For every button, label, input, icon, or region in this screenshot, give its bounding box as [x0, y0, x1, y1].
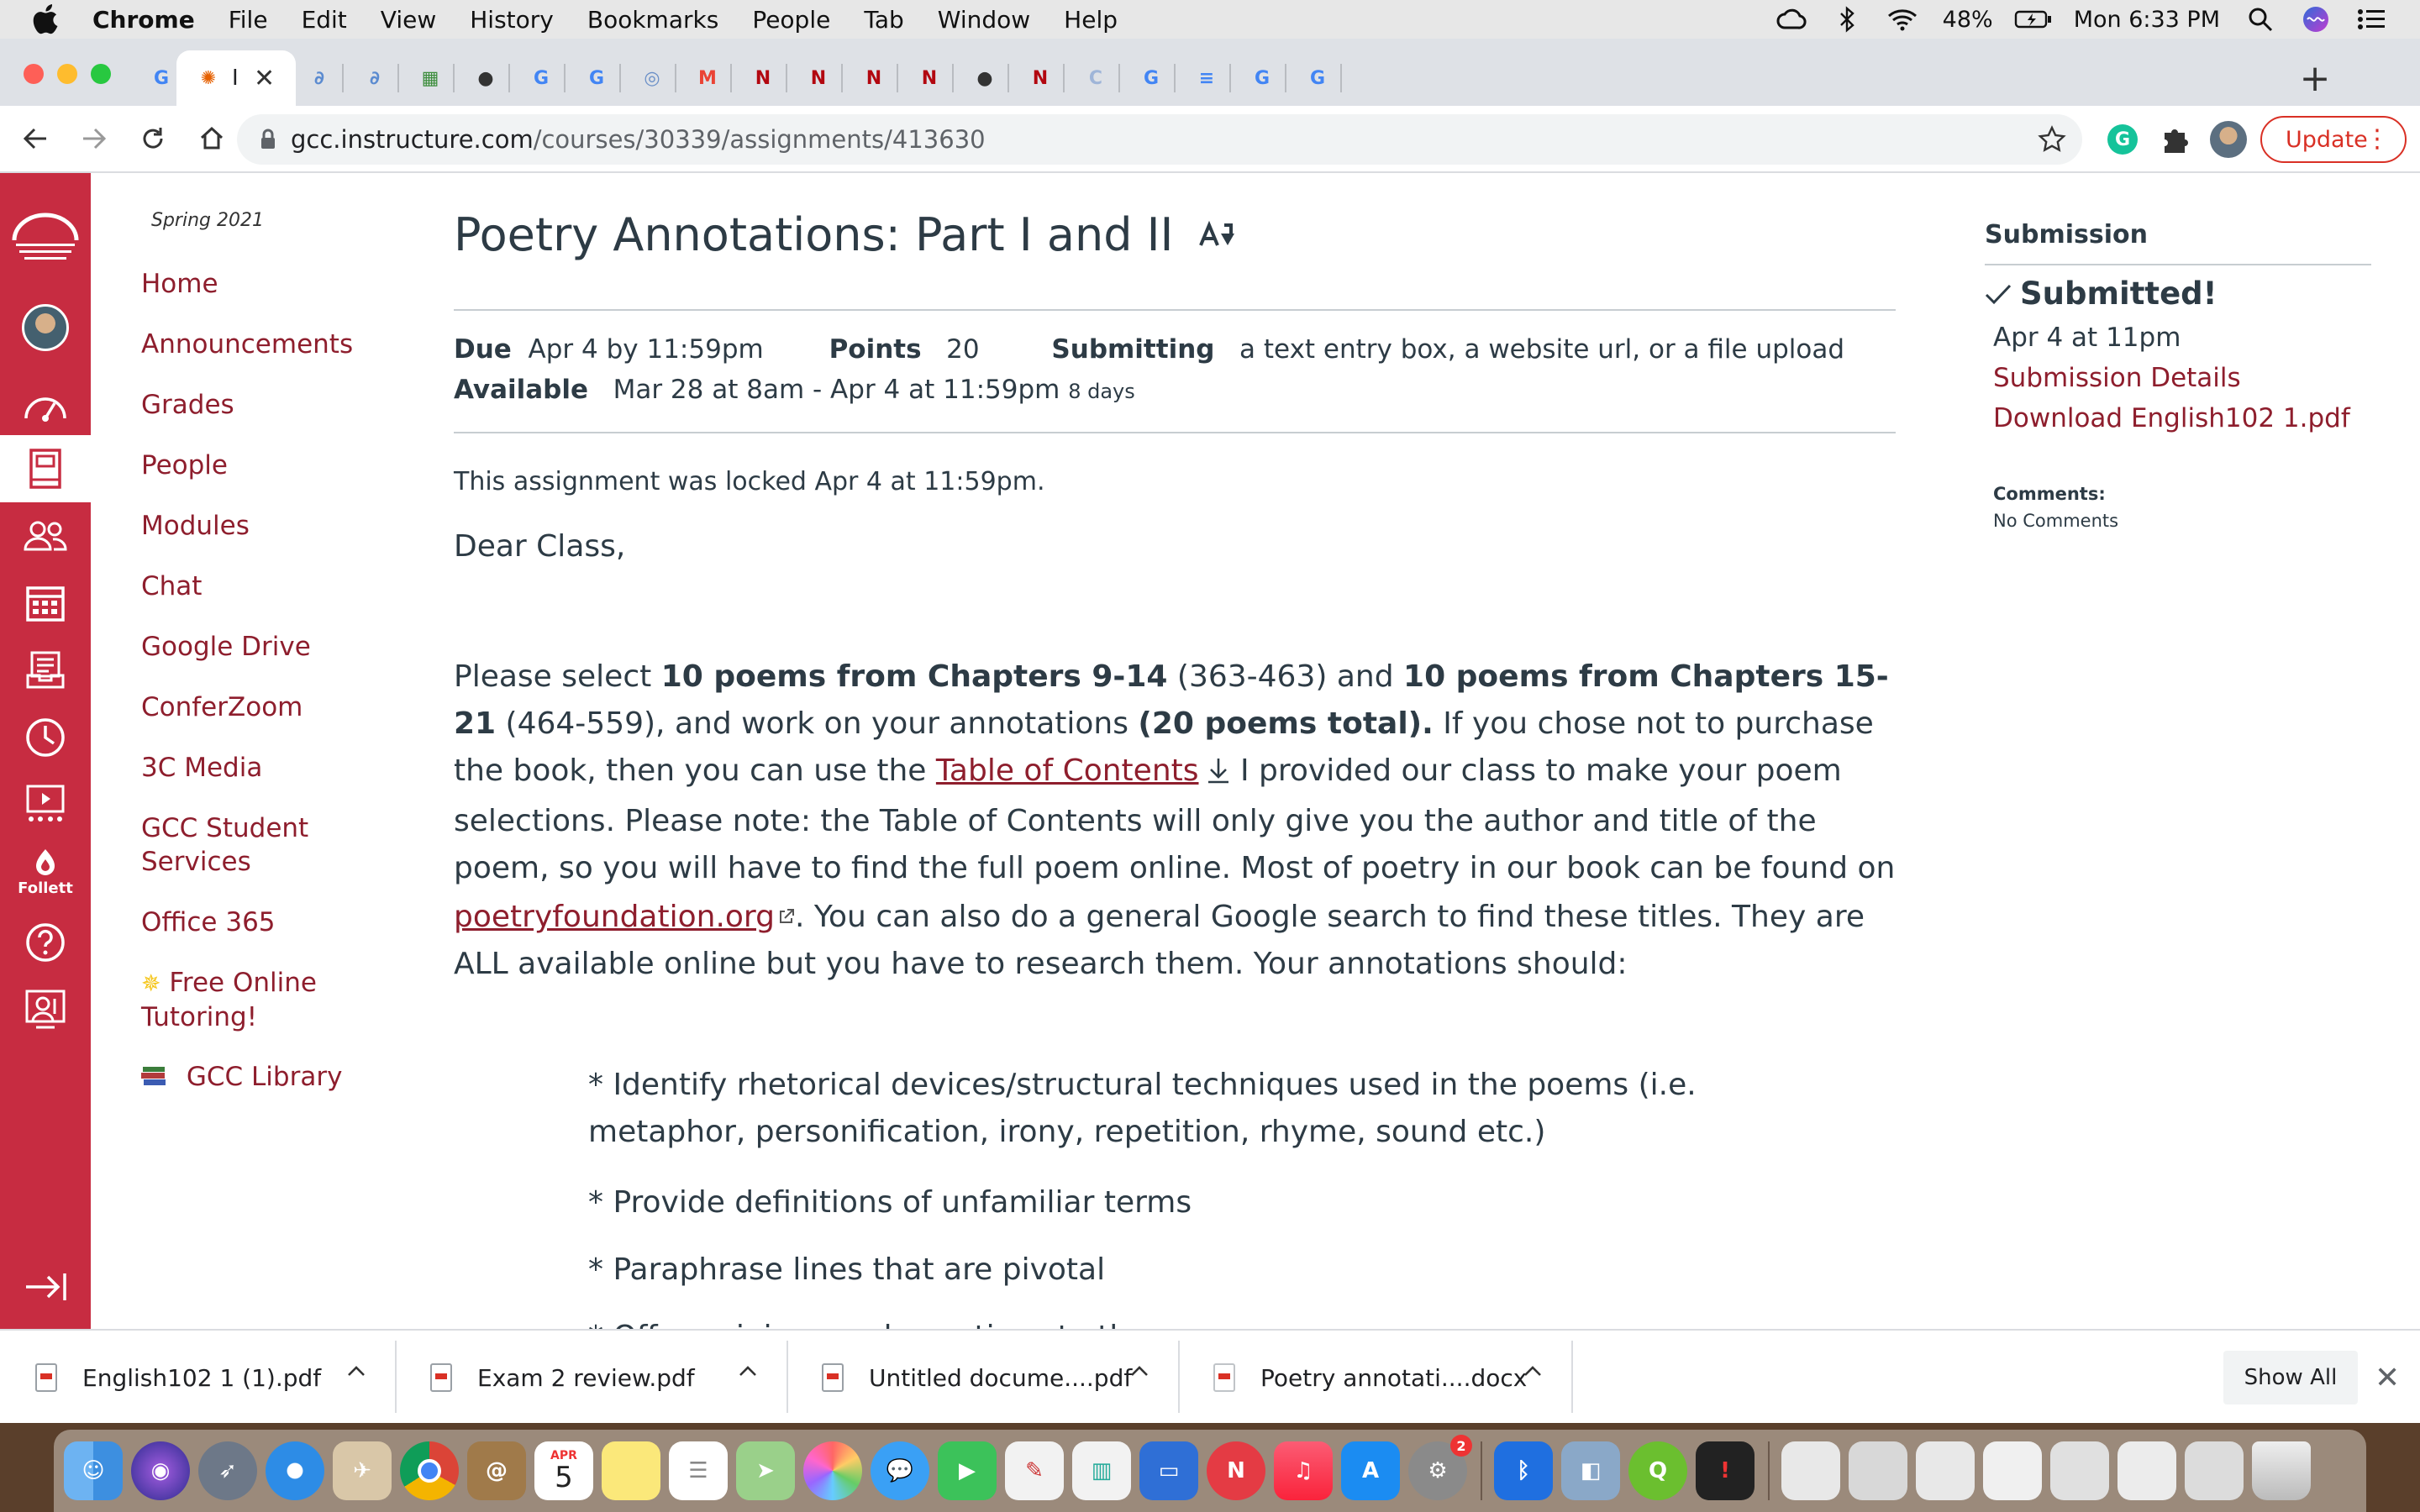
- course-nav-chat[interactable]: Chat: [141, 571, 203, 601]
- assignment-details-row-2: [454, 375, 1135, 405]
- sparkle-star-icon: ✵: [141, 969, 161, 997]
- google-icon: G: [153, 67, 170, 89]
- app-store-icon[interactable]: A: [1341, 1441, 1400, 1500]
- download-item[interactable]: [1178, 1339, 1570, 1416]
- table-of-contents-link[interactable]: Table of Contents: [935, 753, 1199, 788]
- extensions-puzzle-icon[interactable]: [2160, 124, 2190, 155]
- assignment-content: [452, 173, 1897, 1329]
- dock-divider: [1768, 1441, 1770, 1500]
- netflix-n-icon: N: [865, 67, 882, 89]
- document-thumbnail-icon[interactable]: [2050, 1441, 2109, 1500]
- safari-icon[interactable]: [266, 1441, 324, 1500]
- locked-notice: This assignment was locked Apr 4 at 11:59pm.: [454, 467, 1045, 496]
- assignment-title: [454, 208, 1238, 261]
- browser-tab[interactable]: [786, 50, 842, 106]
- siri-dock-icon[interactable]: ◉: [131, 1441, 190, 1500]
- window-zoom-button[interactable]: [91, 64, 111, 84]
- netflix-n-icon: N: [1032, 67, 1049, 89]
- turnitin-icon: ∂: [314, 67, 324, 89]
- menu-app-name[interactable]: Chrome: [92, 5, 195, 34]
- chevron-up-icon[interactable]: [346, 1364, 366, 1381]
- browser-toolbar: [0, 106, 2420, 173]
- submitting-value: a text entry box, a website url, or a file upload: [1239, 334, 1845, 365]
- tab-title: I: [232, 66, 239, 91]
- download-separator: [1571, 1341, 1573, 1413]
- external-link-icon[interactable]: [778, 892, 795, 939]
- window-minimize-button[interactable]: [57, 64, 77, 84]
- nav-follett[interactable]: [0, 838, 91, 906]
- facetime-icon[interactable]: ▶: [938, 1441, 997, 1500]
- assignment-details-row-1: [454, 334, 1844, 365]
- immersive-reader-icon[interactable]: [1199, 222, 1238, 249]
- download-filename: English102 1 (1).pdf: [82, 1363, 322, 1392]
- gcc-library-label: GCC Library: [186, 1062, 343, 1092]
- pages-icon[interactable]: ✎: [1005, 1441, 1064, 1500]
- submitting-label: Submitting: [1051, 334, 1215, 365]
- browser-tab[interactable]: [953, 50, 1008, 106]
- home-button[interactable]: [188, 115, 235, 162]
- menu-window[interactable]: Window: [937, 5, 1031, 34]
- browser-tab[interactable]: [398, 50, 454, 106]
- google-icon: G: [588, 67, 605, 89]
- url-path: /courses/30339/assignments/413630: [533, 125, 986, 154]
- download-arrow-icon[interactable]: [1206, 751, 1231, 798]
- browser-tab[interactable]: [1119, 50, 1175, 106]
- submission-date: Apr 4 at 11pm: [1993, 323, 2181, 353]
- browser-tab[interactable]: [287, 50, 343, 106]
- docs-icon: ≡: [1198, 67, 1215, 89]
- google-icon: G: [1143, 67, 1160, 89]
- poetryfoundation-link[interactable]: poetryfoundation.org: [454, 900, 775, 934]
- owl-icon: ◎: [644, 67, 660, 89]
- canvas-icon: ✺: [200, 67, 217, 89]
- menu-edit[interactable]: Edit: [301, 5, 347, 34]
- netflix-n-icon: N: [921, 67, 938, 89]
- available-value: Mar 28 at 8am - Apr 4 at 11:59pm: [613, 375, 1060, 405]
- cas-icon: C: [1088, 67, 1103, 89]
- macos-dock: [54, 1430, 2366, 1512]
- comments-value: No Comments: [1993, 511, 2119, 531]
- due-value: Apr 4 by 11:59pm: [528, 334, 764, 365]
- document-thumbnail-icon[interactable]: [1983, 1441, 2042, 1500]
- menu-history[interactable]: History: [470, 5, 554, 34]
- macos-dock-area: [0, 1423, 2420, 1512]
- chevron-up-icon[interactable]: [1523, 1364, 1543, 1381]
- bookmark-star-icon[interactable]: [2039, 126, 2065, 153]
- browser-tab[interactable]: [1175, 50, 1230, 106]
- submission-divider: [1985, 264, 2371, 265]
- siri-icon[interactable]: [2301, 6, 2331, 33]
- chrome-dock-icon[interactable]: [400, 1441, 459, 1500]
- nav-groups-icon[interactable]: [0, 502, 91, 570]
- browser-tab[interactable]: [1286, 50, 1341, 106]
- window-close-button[interactable]: [24, 64, 44, 84]
- browser-tab[interactable]: [1008, 50, 1064, 106]
- follett-label: Follett: [18, 879, 73, 897]
- google-icon: G: [1309, 67, 1326, 89]
- close-tab-icon[interactable]: ✕: [254, 63, 276, 93]
- netflix-n-icon: N: [810, 67, 827, 89]
- bluetooth-icon[interactable]: [1832, 6, 1862, 33]
- chrome-update-button[interactable]: [2260, 116, 2407, 163]
- course-nav-home[interactable]: Home: [141, 269, 218, 299]
- messages-icon[interactable]: 💬: [871, 1441, 929, 1500]
- activity-monitor-icon[interactable]: !: [1696, 1441, 1754, 1500]
- download-item[interactable]: [395, 1339, 786, 1416]
- submission-status: [1985, 276, 2217, 312]
- system-preferences-icon[interactable]: ⚙ 2: [1408, 1441, 1467, 1500]
- netflix-n-icon: N: [755, 67, 771, 89]
- download-filename: Untitled docume....pdf: [869, 1363, 1133, 1392]
- menu-people[interactable]: People: [752, 5, 831, 34]
- address-bar[interactable]: [237, 114, 2082, 165]
- forward-button[interactable]: [71, 115, 118, 162]
- google-icon: G: [1254, 67, 1270, 89]
- download-shelf: [0, 1329, 2420, 1423]
- wifi-icon[interactable]: [1887, 6, 1918, 33]
- course-nav-gcc-student-services[interactable]: GCC Student Services: [141, 813, 309, 877]
- browser-tab[interactable]: [454, 50, 509, 106]
- apple-icon[interactable]: [30, 3, 64, 36]
- points-value: 20: [946, 334, 980, 365]
- submission-heading: Submission: [1985, 220, 2148, 249]
- more-vertical-icon: ⋮: [2365, 124, 2390, 154]
- course-nav-conferzoom[interactable]: ConferZoom: [141, 692, 303, 722]
- glendale-college-logo[interactable]: [0, 198, 91, 282]
- music-icon[interactable]: ♫: [1274, 1441, 1333, 1500]
- course-nav-3c-media[interactable]: 3C Media: [141, 753, 263, 783]
- document-thumbnail-icon[interactable]: [2185, 1441, 2244, 1500]
- trash-icon[interactable]: [2252, 1441, 2311, 1500]
- comments-label: Comments:: [1993, 484, 2106, 504]
- nav-courses-icon[interactable]: [0, 435, 91, 502]
- finder-icon[interactable]: ☺: [64, 1441, 123, 1500]
- chevron-up-icon[interactable]: [738, 1364, 758, 1381]
- nav-help-icon[interactable]: [0, 909, 91, 976]
- nav-dashboard-icon[interactable]: [0, 373, 91, 440]
- document-thumbnail-icon[interactable]: [1916, 1441, 1975, 1500]
- nav-studio-icon[interactable]: [0, 976, 91, 1043]
- new-tab-button[interactable]: +: [2299, 56, 2331, 100]
- browser-tab[interactable]: [565, 50, 620, 106]
- menu-view[interactable]: View: [380, 5, 437, 34]
- nav-inbox-icon[interactable]: [0, 637, 91, 704]
- url-host: gcc.instructure.com: [291, 125, 534, 154]
- keynote-icon[interactable]: ▭: [1139, 1441, 1198, 1500]
- instructions-paragraph: Please select 10 poems from Chapters 9-14 (363-463) and 10 poems from Chapters 15-21 (464-559), and work on your annotations (20 poems total). If you chose not to purchase the book, then you can use the Table of Contents I provided our class to make your poem selections. Please note: the Table of Contents will only give you the author and title of the poem, so you will have to find the full poem online. Most of poetry in our book can be found on poetryfoundation.org . You can also do a general Google search to find these titles. They are ALL available online but you have to research them. Your annotations should:: [454, 659, 1896, 981]
- document-thumbnail-icon[interactable]: [1849, 1441, 1907, 1500]
- spotlight-search-icon[interactable]: [2245, 6, 2275, 33]
- brainpop-icon: ▦: [421, 67, 439, 89]
- browser-tab[interactable]: [343, 50, 398, 106]
- notes-icon[interactable]: [602, 1441, 660, 1500]
- browser-tab[interactable]: [509, 50, 565, 106]
- launchpad-icon[interactable]: ➶: [198, 1441, 257, 1500]
- calendar-dock-icon[interactable]: [534, 1441, 593, 1500]
- instruction-bullet: [588, 1314, 1849, 1329]
- document-thumbnail-icon[interactable]: [1781, 1441, 1840, 1500]
- course-nav-announcements[interactable]: Announcements: [141, 329, 354, 360]
- notification-badge: 2: [1450, 1435, 1472, 1457]
- browser-tab[interactable]: [1230, 50, 1286, 106]
- points-label: Points: [829, 334, 922, 365]
- close-icon[interactable]: ✕: [2375, 1361, 2401, 1395]
- control-center-icon[interactable]: [2356, 6, 2386, 33]
- download-item[interactable]: [786, 1339, 1178, 1416]
- course-nav-free-tutoring[interactable]: [141, 966, 360, 1034]
- instruction-bullet: * Provide definitions of unfamiliar terms: [588, 1185, 1192, 1220]
- lock-icon[interactable]: [260, 129, 276, 150]
- nav-commons-icon[interactable]: [0, 771, 91, 838]
- download-item[interactable]: [0, 1339, 395, 1416]
- document-thumbnail-icon[interactable]: [2118, 1441, 2176, 1500]
- details-divider: [454, 432, 1896, 433]
- reminders-icon[interactable]: ☰: [669, 1441, 728, 1500]
- creative-cloud-icon[interactable]: [1776, 6, 1807, 33]
- canvas-global-nav: [0, 173, 91, 1329]
- bluetooth-file-exchange-icon[interactable]: ᛒ: [1494, 1441, 1553, 1500]
- numbers-icon[interactable]: ▥: [1072, 1441, 1131, 1500]
- available-days: 8 days: [1068, 380, 1135, 403]
- menu-help[interactable]: Help: [1064, 5, 1118, 34]
- update-label: Update: [2286, 126, 2368, 153]
- submission-status-text: Submitted!: [2020, 276, 2217, 312]
- nav-collapse-icon[interactable]: [0, 1253, 91, 1320]
- download-submission-link[interactable]: Download English102 1.pdf: [1993, 403, 2350, 433]
- pdf-file-icon: [430, 1363, 452, 1392]
- calendar-month: APR: [550, 1449, 577, 1462]
- quicktime-icon[interactable]: Q: [1628, 1441, 1687, 1500]
- news-icon[interactable]: N: [1207, 1441, 1265, 1500]
- photos-icon[interactable]: [803, 1441, 862, 1500]
- books-icon: [141, 1062, 166, 1095]
- free-tutoring-label: Free Online Tutoring!: [141, 968, 317, 1032]
- show-all-downloads-button[interactable]: Show All: [2223, 1351, 2358, 1404]
- browser-tab[interactable]: [731, 50, 786, 106]
- calendar-day: 5: [555, 1461, 573, 1494]
- mail-icon[interactable]: ✈: [333, 1441, 392, 1500]
- course-nav-grades[interactable]: Grades: [141, 390, 234, 420]
- assignment-title-text: Poetry Annotations: Part I and II: [454, 208, 1174, 261]
- macos-menubar: [0, 0, 2420, 39]
- profile-avatar[interactable]: [2210, 121, 2247, 158]
- back-button[interactable]: [12, 115, 59, 162]
- tab-separator: [1340, 64, 1342, 92]
- course-nav-google-drive[interactable]: Google Drive: [141, 632, 311, 662]
- checkmark-icon: [1985, 283, 2012, 305]
- grammarly-extension-icon[interactable]: G: [2107, 124, 2138, 155]
- instruction-bullet: * Paraphrase lines that are pivotal: [588, 1252, 1106, 1287]
- nav-account-avatar[interactable]: [0, 294, 91, 361]
- browser-tab[interactable]: [897, 50, 953, 106]
- browser-tab[interactable]: [620, 50, 676, 106]
- tab-strip: [0, 39, 2420, 106]
- menu-bookmarks[interactable]: Bookmarks: [587, 5, 719, 34]
- download-filename: Exam 2 review.pdf: [477, 1363, 695, 1392]
- submission-details-link[interactable]: Submission Details: [1993, 363, 2241, 393]
- google-icon: G: [533, 67, 550, 89]
- due-label: Due: [454, 334, 512, 365]
- course-nav-office-365[interactable]: Office 365: [141, 907, 276, 937]
- contacts-icon[interactable]: @: [467, 1441, 526, 1500]
- submission-sidebar: [1985, 173, 2371, 1329]
- title-divider: [454, 309, 1896, 311]
- chevron-up-icon[interactable]: [1129, 1364, 1150, 1381]
- menu-tab[interactable]: Tab: [864, 5, 904, 34]
- course-nav-gcc-library[interactable]: [141, 1060, 342, 1095]
- reload-button[interactable]: [129, 115, 176, 162]
- available-label: Available: [454, 375, 589, 405]
- greeting: Dear Class,: [454, 529, 626, 564]
- menu-file[interactable]: File: [228, 5, 268, 34]
- nav-calendar-icon[interactable]: [0, 570, 91, 637]
- maps-icon[interactable]: ➤: [736, 1441, 795, 1500]
- browser-tab[interactable]: [676, 50, 731, 106]
- course-nav-modules[interactable]: Modules: [141, 511, 250, 541]
- instruction-bullet: * Identify rhetorical devices/structural techniques used in the poems (i.e. metaphor, personification, irony, repetition, rhyme, sound etc.): [588, 1068, 1697, 1149]
- gmail-icon: M: [698, 67, 717, 89]
- globe-icon: ●: [477, 67, 494, 89]
- preview-icon[interactable]: ◧: [1561, 1441, 1620, 1500]
- nav-history-icon[interactable]: [0, 704, 91, 771]
- course-term: Spring 2021: [151, 210, 264, 231]
- browser-tab[interactable]: [176, 50, 296, 106]
- menubar-clock[interactable]: Mon 6:33 PM: [2073, 6, 2220, 33]
- globe-icon: ●: [976, 67, 993, 89]
- document-file-icon: [1213, 1363, 1235, 1392]
- browser-tab[interactable]: [842, 50, 897, 106]
- pdf-file-icon: [822, 1363, 844, 1392]
- course-navigation: [91, 173, 452, 1329]
- battery-percent[interactable]: 48%: [1942, 6, 1993, 33]
- browser-tab[interactable]: [1064, 50, 1119, 106]
- dock-divider: [1481, 1441, 1482, 1500]
- turnitin-icon: ∂: [370, 67, 380, 89]
- battery-icon[interactable]: [2018, 6, 2049, 33]
- download-filename: Poetry annotati....docx: [1260, 1363, 1528, 1392]
- course-nav-people[interactable]: People: [141, 450, 228, 480]
- pdf-file-icon: [35, 1363, 57, 1392]
